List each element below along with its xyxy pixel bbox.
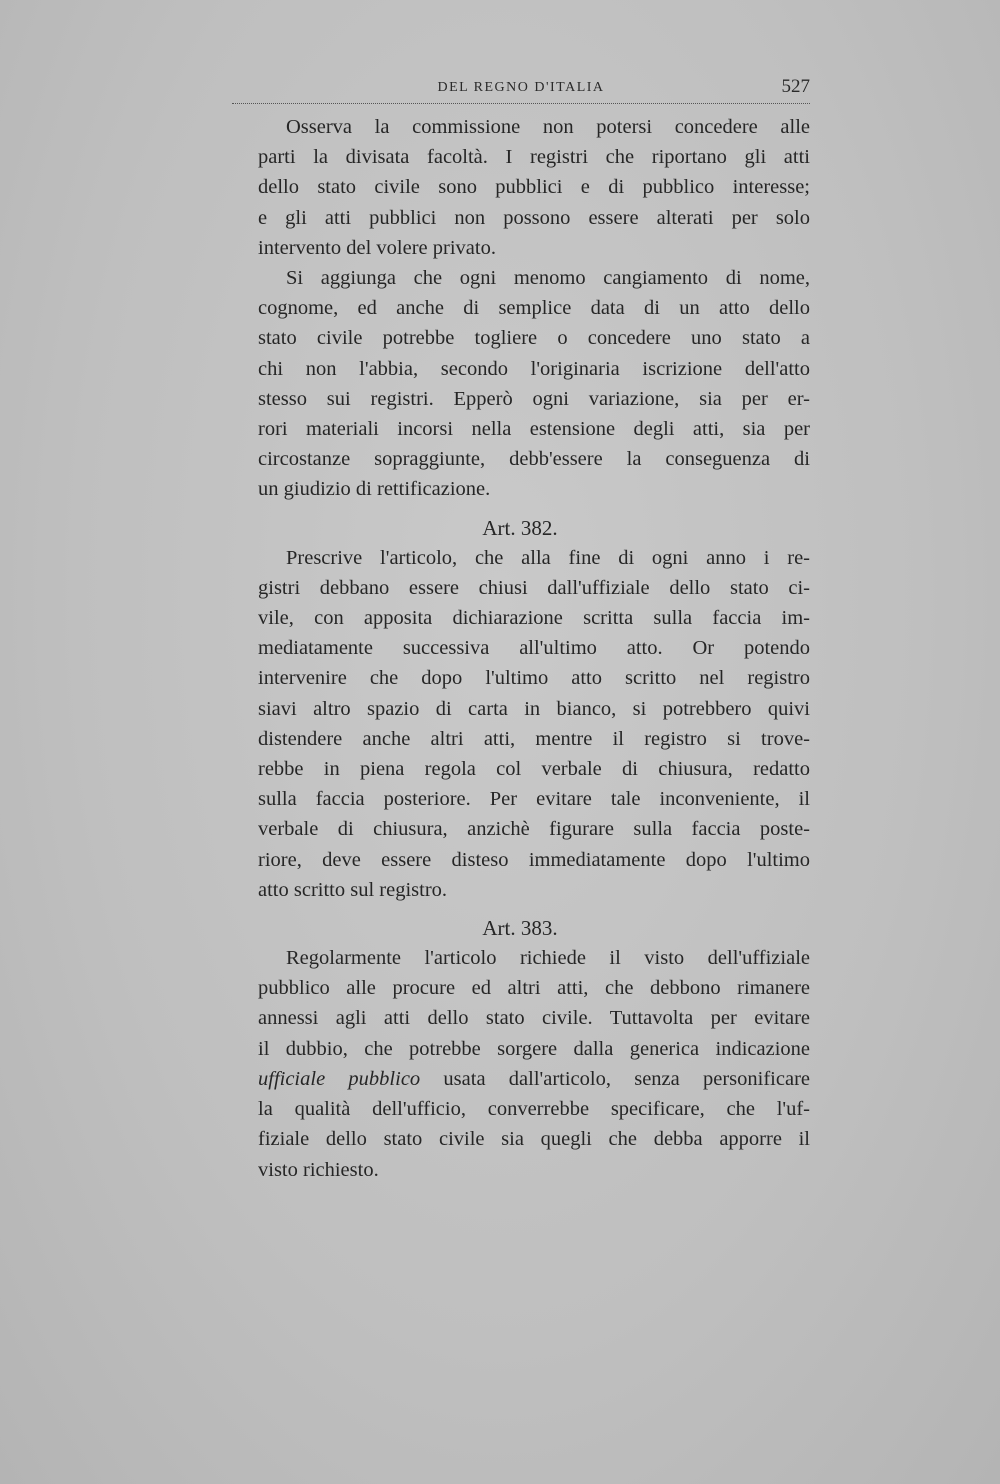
text-line: verbale di chiusura, anzichè figurare sulla faccia poste- — [258, 818, 810, 841]
text-line: parti la divisata facoltà. I registri che riportano gli atti — [258, 146, 810, 169]
text-line: fiziale dello stato civile sia quegli che debba apporre il — [258, 1128, 810, 1151]
text-line: cognome, ed anche di semplice data di un atto dello — [258, 297, 810, 320]
header-dotted-rule — [232, 103, 810, 104]
body-text — [230, 112, 810, 1185]
article-heading-383: Art. 383. — [482, 916, 558, 941]
paragraph-1 — [230, 112, 810, 263]
running-title: DEL REGNO D'ITALIA — [437, 80, 605, 95]
italic-phrase: ufficiale pubblico — [258, 1067, 421, 1090]
text-line: circostanze sopraggiunte, debb'essere la conseguenza di — [258, 448, 810, 471]
text-line: sulla faccia posteriore. Per evitare tale inconveniente, il — [258, 788, 810, 811]
text-line-rest: usata dall'articolo, senza personificare — [420, 1067, 810, 1090]
text-line: distendere anche altri atti, mentre il registro si trove- — [258, 727, 810, 750]
text-line: il dubbio, che potrebbe sorgere dalla generica indicazione — [258, 1037, 810, 1060]
text-line: annessi agli atti dello stato civile. Tuttavolta per evitare — [258, 1007, 810, 1030]
text-line: Prescrive l'articolo, che alla fine di ogni anno i re- — [286, 546, 810, 569]
text-line: rori materiali incorsi nella estensione degli atti, sia per — [258, 418, 810, 441]
text-line: Si aggiunga che ogni menomo cangiamento di nome, — [286, 267, 810, 290]
text-line: un giudizio di rettificazione. — [258, 478, 491, 501]
text-line: intervenire che dopo l'ultimo atto scritto nel registro — [258, 667, 810, 690]
text-line: riore, deve essere disteso immediatamente dopo l'ultimo — [258, 848, 810, 871]
text-line-with-italic — [230, 1064, 810, 1094]
text-line: vile, con apposita dichiarazione scritta sulla faccia im- — [258, 607, 810, 630]
article-382-text — [230, 543, 810, 905]
article-383-text — [230, 943, 810, 1185]
article-heading-382: Art. 382. — [482, 515, 558, 540]
running-head — [232, 74, 810, 104]
text-line: atto scritto sul registro. — [258, 878, 448, 901]
text-line: Regolarmente l'articolo richiede il visto dell'uffiziale — [286, 947, 810, 970]
text-line: Osserva la commissione non potersi concedere alle — [286, 116, 810, 138]
text-line: rebbe in piena regola col verbale di chiusura, redatto — [258, 758, 810, 781]
text-line: stesso sui registri. Epperò ogni variazione, sia per er- — [258, 387, 810, 410]
page-number: 527 — [781, 76, 810, 97]
text-line: dello stato civile sono pubblici e di pubblico interesse; — [258, 176, 810, 199]
text-line: mediatamente successiva all'ultimo atto. Or potendo — [258, 637, 810, 660]
text-line: siavi altro spazio di carta in bianco, si potrebbero quivi — [258, 697, 810, 720]
paragraph-2 — [230, 263, 810, 505]
text-line: stato civile potrebbe togliere o concedere uno stato a — [258, 327, 810, 350]
text-line: gistri debbano essere chiusi dall'uffiziale dello stato ci- — [258, 576, 810, 599]
text-line: la qualità dell'ufficio, converrebbe specificare, che l'uf- — [258, 1098, 810, 1121]
text-line: chi non l'abbia, secondo l'originaria iscrizione dell'atto — [258, 357, 810, 380]
text-line: pubblico alle procure ed altri atti, che debbono rimanere — [258, 977, 810, 1000]
text-line: e gli atti pubblici non possono essere alterati per solo — [258, 206, 810, 229]
text-line: intervento del volere privato. — [258, 236, 496, 259]
text-line: visto richiesto. — [258, 1158, 379, 1181]
